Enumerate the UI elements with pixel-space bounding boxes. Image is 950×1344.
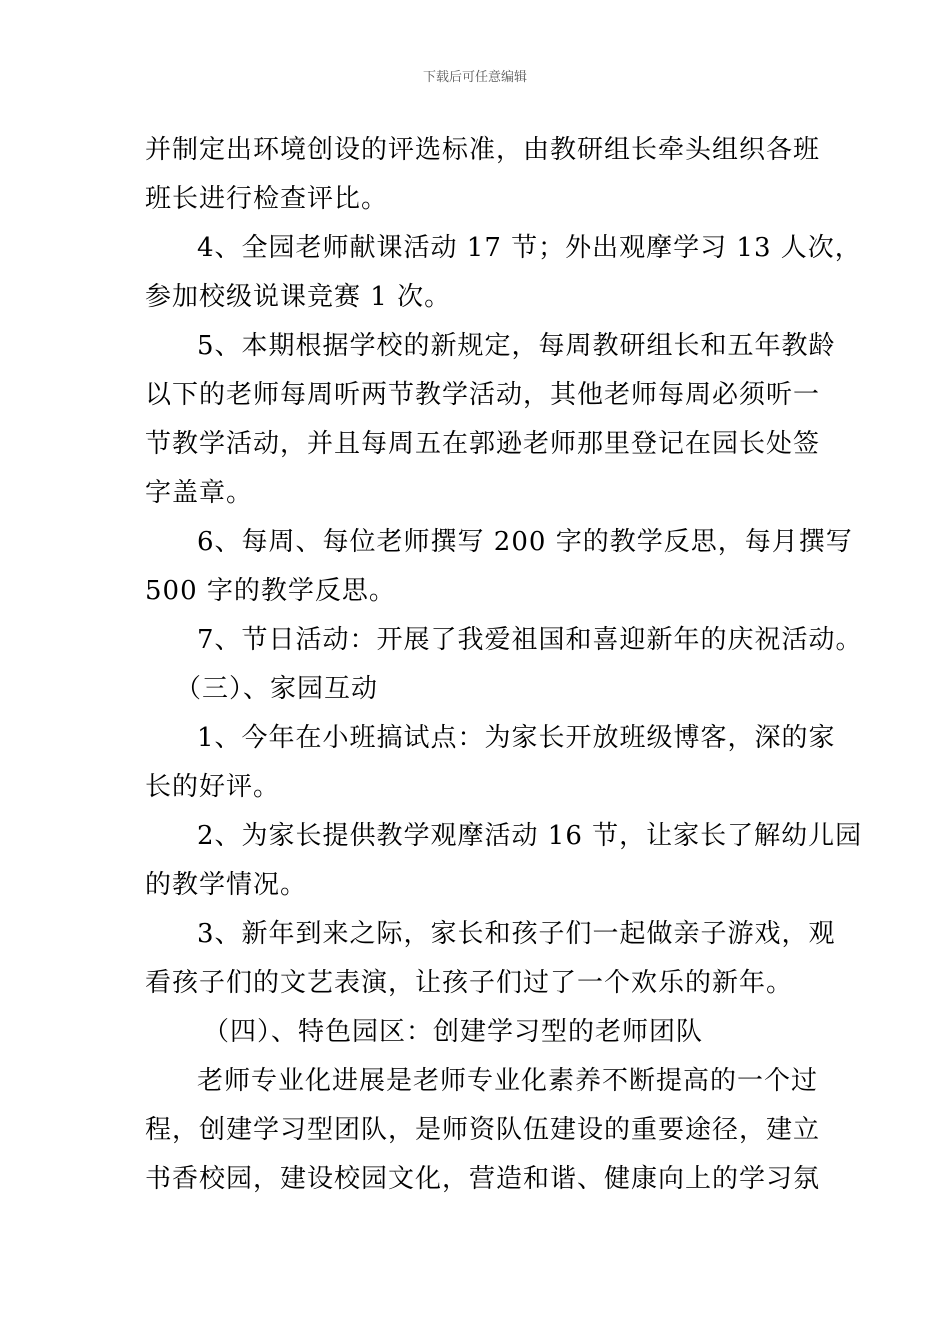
list-item-4: 4、全园老师献课活动 17 节；外出观摩学习 13 人次， [197, 233, 862, 263]
text-line: 500 字的教学反思。 [145, 576, 396, 606]
text-line: 书香校园，建设校园文化，营造和谐、健康向上的学习氛 [145, 1164, 821, 1194]
document-body [145, 126, 863, 1204]
text-line: 班长进行检查评比。 [145, 184, 389, 214]
page-header: 下载后可任意编辑 [422, 70, 527, 85]
text-line: 看孩子们的文艺表演，让孩子们过了一个欢乐的新年。 [145, 968, 794, 998]
list-item-2: 2、为家长提供教学观摩活动 16 节，让家长了解幼儿园 [197, 821, 863, 851]
paragraph-start: 老师专业化进展是老师专业化素养不断提高的一个过 [197, 1066, 819, 1096]
list-item-5: 5、本期根据学校的新规定，每周教研组长和五年教龄 [197, 331, 836, 361]
text-line: 程，创建学习型团队，是师资队伍建设的重要途径，建立 [145, 1115, 821, 1145]
section-heading-4: （四）、特色园区：创建学习型的老师团队 [203, 1017, 704, 1047]
text-line: 并制定出环境创设的评选标准，由教研组长牵头组织各班 [145, 135, 821, 165]
text-line: 长的好评。 [145, 772, 281, 802]
list-item-1: 1、今年在小班搞试点：为家长开放班级博客，深的家 [197, 723, 836, 753]
text-line: 字盖章。 [145, 478, 254, 508]
text-line: 节教学活动，并且每周五在郭逊老师那里登记在园长处签 [145, 429, 821, 459]
text-line: 的教学情况。 [145, 870, 308, 900]
section-heading-3: （三）、家园互动 [175, 674, 379, 704]
list-item-6: 6、每周、每位老师撰写 200 字的教学反思，每月撰写 [197, 527, 853, 557]
list-item-3: 3、新年到来之际，家长和孩子们一起做亲子游戏，观 [197, 919, 836, 949]
list-item-7: 7、节日活动：开展了我爱祖国和喜迎新年的庆祝活动。 [197, 625, 863, 655]
text-line: 以下的老师每周听两节教学活动，其他老师每周必须听一 [145, 380, 821, 410]
text-line: 参加校级说课竞赛 1 次。 [145, 282, 452, 312]
